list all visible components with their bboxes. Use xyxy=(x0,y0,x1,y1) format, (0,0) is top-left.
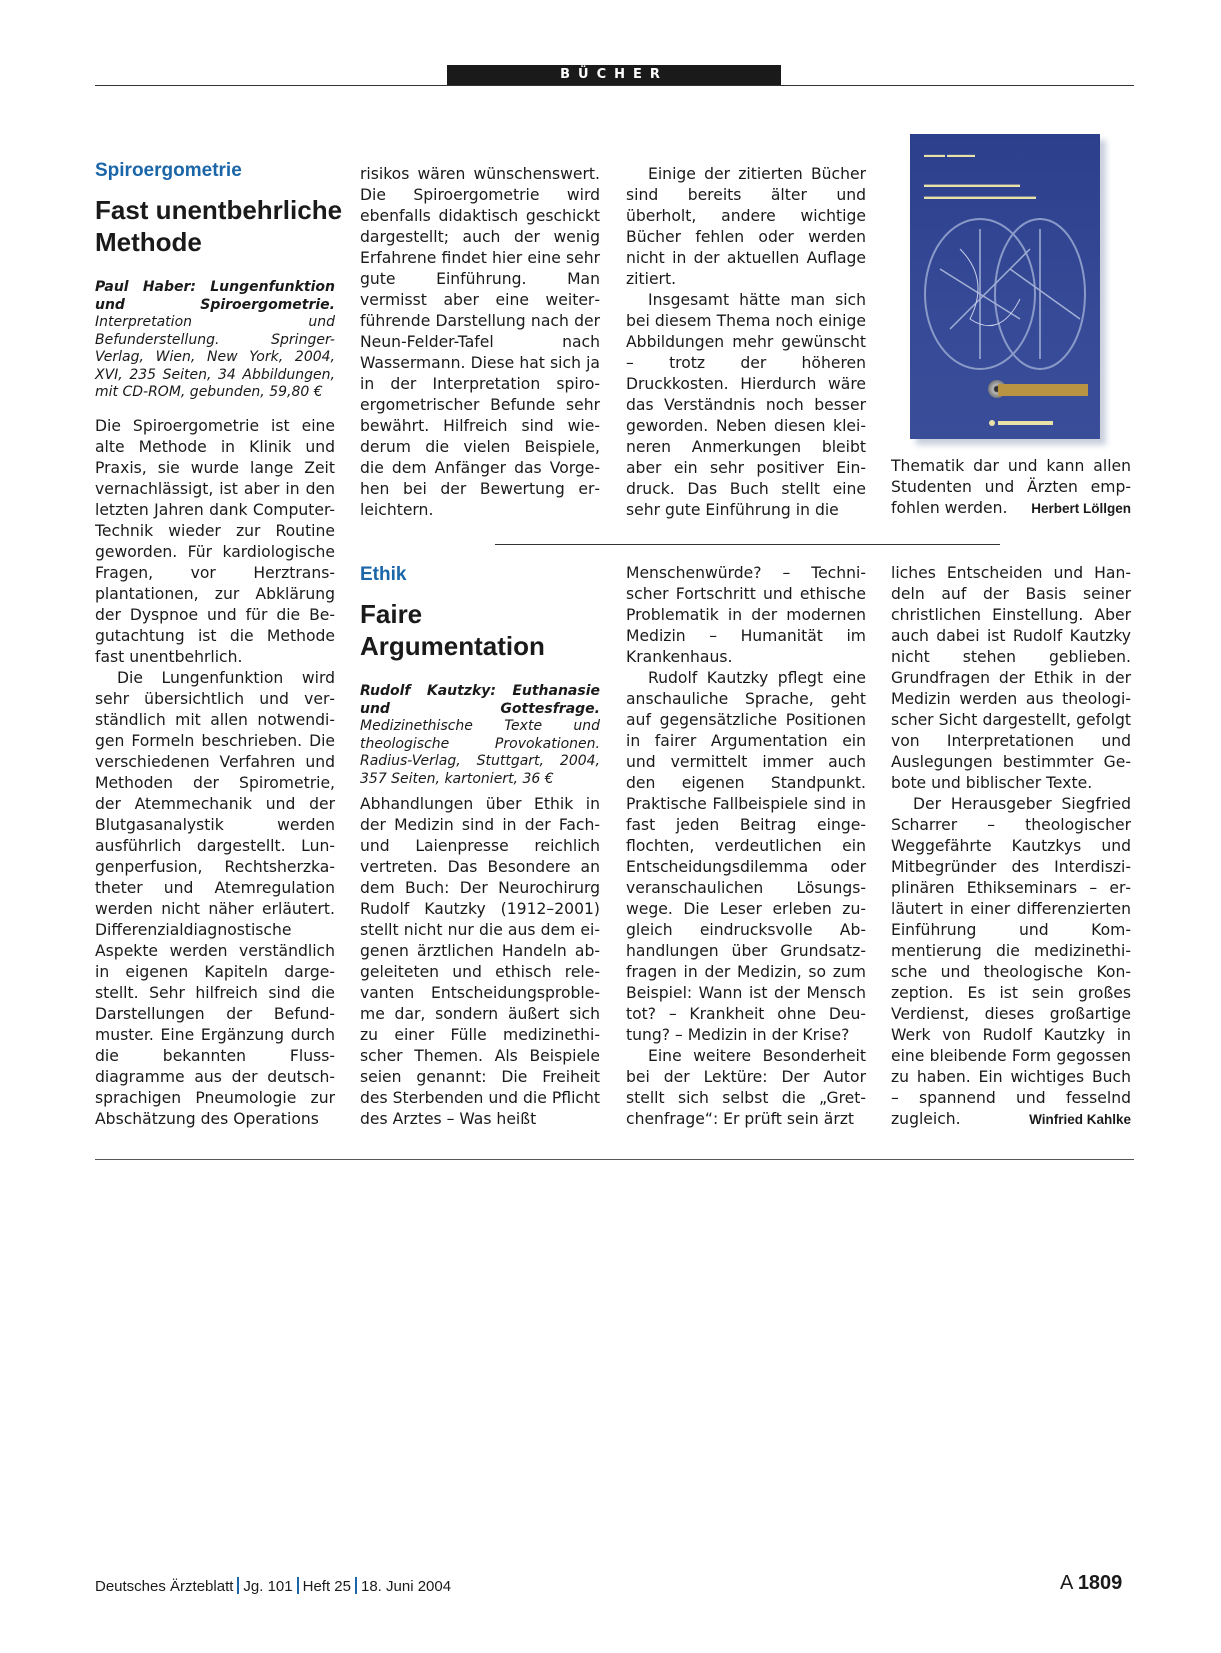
review1-paragraph: Insgesamt hätte man sich bei diesem Thema noch einige Abbildungen mehr gewünscht – trotz der höheren Druckkosten. Hierdurch wäre das Verständnis noch besser geworden. Neben diesen kleineren Anmerkungen bleibt aber ein sehr positiver Eindruck. Das Buch stellt eine sehr gute Einführung in die xyxy=(626,291,866,519)
mid-rule xyxy=(495,544,1000,545)
footer-separator xyxy=(237,1577,239,1594)
review1-column-2 xyxy=(360,164,600,521)
review2-bibliography xyxy=(360,683,600,788)
top-rule xyxy=(95,85,1134,86)
review2-paragraph: Eine weitere Besonderheit bei der Lektüre: Der Autor stellt sich selbst die „Gretchenfrage“: Er prüft sein ärzt xyxy=(626,1047,866,1128)
review2-column-3 xyxy=(626,563,866,1130)
page-footer xyxy=(95,1577,451,1595)
review1-paragraph: risikos wären wünschenswert. Die Spiroergometrie wird ebenfalls didaktisch geschickt dargestellt; auch der wenig Erfahrene findet hier eine sehr gute Einführung. Man vermisst aber eine weiterführende Darstellung nach der Neun-Felder-Tafel nach Wassermann. Diese hat sich ja in der Interpretation spiroergometrischer Befunde sehr bewährt. Hilfreich sind wiederum die vielen Beispiele, die dem Anfänger das Vorgehen bei der Bewertung erleichtern. xyxy=(360,165,600,519)
review2-kicker: Ethik xyxy=(360,564,407,585)
review2-signature: Winfried Kahlke xyxy=(1029,1112,1131,1127)
review2-biblio-title: Rudolf Kautzky: Euthanasie und Gottesfrage. xyxy=(360,683,600,717)
review1-kicker: Spiroergometrie xyxy=(95,160,242,181)
review1-headline-line2: Methode xyxy=(95,227,202,257)
review2-column-2 xyxy=(360,794,600,1130)
section-banner: BÜCHER xyxy=(447,65,781,85)
review2-closing-text: Der Herausgeber Siegfried Scharrer – theologischer Weggefährte Kautzkys und Mitbegründer des Interdisziplinären Ethikseminars – erläutert in einer differenzierten Einführung und Kommentierung die medizinethische und theologische Konzeption. Es ist sein großes Verdienst, dieses großartige Werk von Rudolf Kautzky in eine bleibende Form gegossen zu haben. Ein wichtiges Buch – spannend und fesselnd zugleich. xyxy=(891,795,1131,1128)
book-cover-image xyxy=(910,134,1100,439)
review2-paragraph: Abhandlungen über Ethik in der Medizin sind in der Fach- und Laienpresse reichlich vertreten. Das Besondere an dem Buch: Der Neurochirurg Rudolf Kautzky (1912–2001) stellt nicht nur die aus dem eigenen ärztlichen Handeln abgeleiteten und ethisch relevanten Entscheidungsprobleme dar, sondern äußert sich zu einer Fülle medizinethischer Themen. Als Beispiele seien genannt: Die Freiheit des Sterbenden und die Pflicht des Arztes – Was heißt xyxy=(360,795,600,1128)
review1-biblio-details: Interpretation und Befunderstellung. Springer-Verlag, Wien, New York, 2004, XVI, 235 Seiten, 34 Abbildungen, mit CD-ROM, gebunden, 59,80 € xyxy=(95,314,335,400)
review1-paragraph: Die Lungenfunktion wird sehr übersichtlich und verständlich mit allen notwendigen Formeln beschrieben. Die verschiedenen Verfahren und Methoden der Spirometrie, der Atemmechanik und der Blutgasanalystik werden ausführlich dargestellt. Lungenperfusion, Rechtsherzkatheter und Atemregulation werden nicht näher erläutert. Differenzialdiagnostische Aspekte werden verständlich in eigenen Kapiteln dargestellt. Sehr hilfreich sind die Darstellungen der Befundmuster. Eine Ergänzung durch die bekannten Flussdiagramme aus der deutschsprachigen Pneumologie zur Abschätzung des Operations xyxy=(95,669,335,1128)
review1-bibliography xyxy=(95,279,335,402)
review1-headline xyxy=(95,194,342,258)
review2-headline-line2: Argumentation xyxy=(360,631,545,661)
review2-headline xyxy=(360,598,545,662)
journal-issue: Heft 25 xyxy=(302,1578,351,1595)
cover-text-decoration: ▬▬▬▬▬▬▬▬▬▬▬▬▬▬ xyxy=(924,192,1036,201)
review1-column-3 xyxy=(626,164,866,521)
page-prefix: A xyxy=(1060,1572,1073,1594)
journal-name: Deutsches Ärzteblatt xyxy=(95,1578,234,1595)
page-number-value: 1809 xyxy=(1077,1572,1123,1594)
review1-closing-text: Thematik dar und kann allen Studenten und Ärzten empfohlen werden. xyxy=(891,457,1131,517)
cover-text-decoration: ▬▬▬ ▬▬▬▬ xyxy=(924,152,975,159)
journal-date: 18. Juni 2004 xyxy=(361,1578,452,1595)
review1-biblio-title: Paul Haber: Lungenfunktion und Spiroergometrie. xyxy=(95,279,335,313)
review2-paragraph: liches Entscheiden und Handeln auf der Basis seiner christlichen Einstellung. Aber auch dabei ist Rudolf Kautzky nicht stehen geblieben. Grundfragen der Ethik in der Medizin werden aus theologischer Sicht dargestellt, gefolgt von Interpretationen und Auslegungen bestimmter Gebote und biblischer Texte. xyxy=(891,564,1131,792)
page-number xyxy=(1060,1572,1122,1595)
review2-paragraph: Rudolf Kautzky pflegt eine anschauliche Sprache, geht auf gegensätzliche Positionen in fairer Argumentation ein und vermittelt immer auch den eigenen Standpunkt. Praktische Fallbeispiele sind in fast jeden Beitrag eingeflochten, verdeutlichen ein Entscheidungsdilemma oder veranschaulichen Lösungswege. Die Leser erleben zugleich eindrucksvolle Abhandlungen über Grundsatzfragen in der Medizin, so zum Beispiel: Wann ist der Mensch tot? – Krankheit ohne Deutung? – Medizin in der Krise? xyxy=(626,669,866,1044)
bottom-rule xyxy=(95,1159,1134,1160)
review1-paragraph: Die Spiroergometrie ist eine alte Methode in Klinik und Praxis, sie wurde lange Zeit vernachlässigt, ist aber in den letzten Jahren dank Computer-Technik wieder zur Routine geworden. Für kardiologische Fragen, vor Herztransplantationen, zur Abklärung der Dyspnoe und für die Begutachtung ist die Methode fast unentbehrlich. xyxy=(95,417,335,666)
review2-column-4 xyxy=(891,563,1131,1130)
review1-paragraph: Einige der zitierten Bücher sind bereits älter und überholt, andere wichtige Bücher fehlen oder werden nicht in der aktuellen Auflage zitiert. xyxy=(626,165,866,288)
review2-paragraph: Menschenwürde? – Technischer Fortschritt und ethische Problematik in der modernen Medizin – Humanität im Krankenhaus. xyxy=(626,564,866,666)
springer-logo xyxy=(988,419,1058,427)
review1-signature: Herbert Löllgen xyxy=(1031,501,1131,516)
review2-biblio-details: Medizinethische Texte und theologische Provokationen. Radius-Verlag, Stuttgart, 2004, 357 Seiten, kartoniert, 36 € xyxy=(360,718,600,787)
review2-headline-line1: Faire xyxy=(360,599,423,629)
footer-separator xyxy=(355,1577,357,1594)
review1-column-4 xyxy=(891,456,1131,519)
cover-text-decoration: ▬▬▬▬▬▬▬▬▬▬▬▬ xyxy=(924,180,1020,189)
review1-column-1 xyxy=(95,416,335,1130)
footer-separator xyxy=(297,1577,299,1594)
cover-lung-illustration xyxy=(920,209,1090,374)
review1-paragraph xyxy=(891,456,1131,519)
journal-volume: Jg. 101 xyxy=(243,1578,293,1595)
cover-cd-label xyxy=(998,384,1088,396)
review2-paragraph xyxy=(891,794,1131,1130)
review1-headline-line1: Fast unentbehrliche xyxy=(95,195,343,225)
